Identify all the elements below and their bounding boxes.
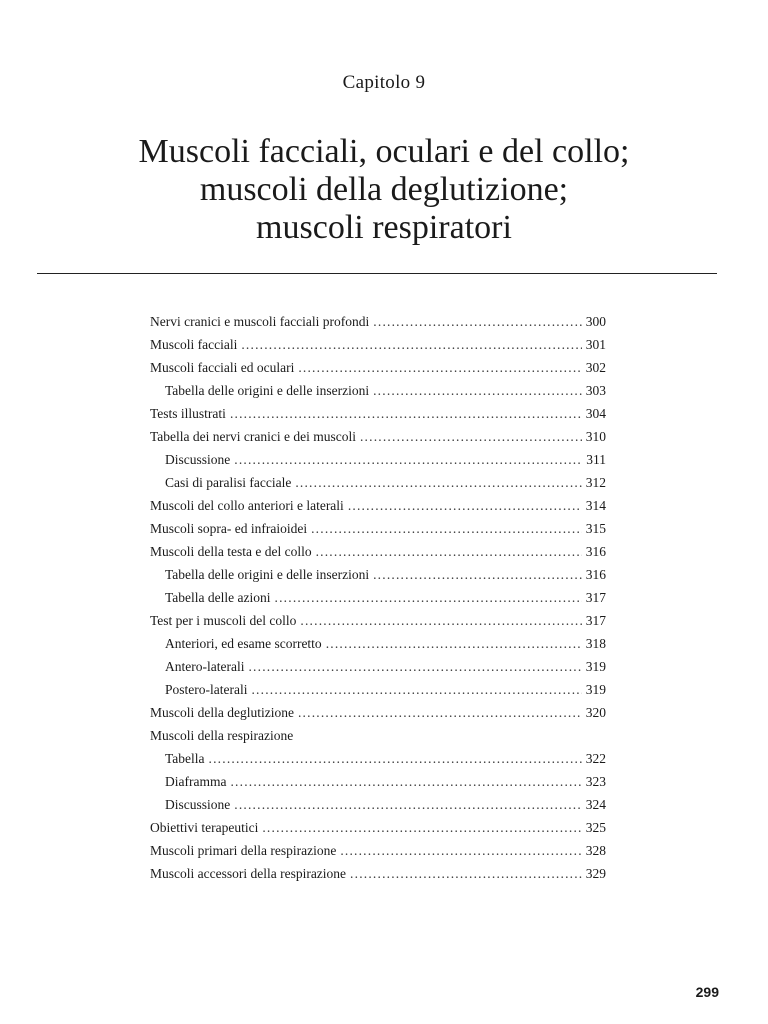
chapter-title-line: muscoli della deglutizione; [199,171,569,208]
toc-entry-label: Test per i muscoli del collo [150,613,297,628]
toc-entry [150,705,606,728]
toc-entry-page: 316 [585,544,606,559]
toc-entry-label: Tabella dei nervi cranici e dei muscoli [150,429,356,444]
toc-leader-dots [234,797,582,813]
toc-leader-dots [350,866,582,882]
toc-entry [150,728,606,751]
toc-entry [150,774,606,797]
toc-entry-label: Muscoli facciali ed oculari [150,360,295,375]
toc-entry-page: 304 [585,406,606,421]
toc-entry-page: 323 [585,774,606,789]
chapter-title-line: muscoli respiratori [256,209,512,246]
toc-entry-label: Muscoli del collo anteriori e laterali [150,498,344,513]
toc-leader-dots [373,567,582,583]
toc-entry [150,498,606,521]
toc-entry [150,866,606,889]
toc-leader-dots [348,498,582,514]
toc-entry-page: 314 [585,498,606,513]
toc-entry [150,820,606,843]
toc-leader-dots [241,337,581,353]
toc-leader-dots [234,452,582,468]
toc-entry-label: Nervi cranici e muscoli facciali profondi [150,314,370,329]
toc-leader-dots [298,705,582,721]
toc-entry-label: Muscoli della deglutizione [150,705,294,720]
toc-leader-dots [275,590,582,606]
toc-entry [150,613,606,636]
toc-entry-page: 318 [585,636,606,651]
toc-entry [150,843,606,866]
toc-entry-page: 329 [585,866,606,881]
toc-entry-page: 310 [585,429,606,444]
toc-entry [150,475,606,498]
toc-entry-label: Discussione [165,797,231,812]
chapter-title [0,133,768,247]
toc-entry-label: Antero-laterali [165,659,245,674]
toc-entry-label: Anteriori, ed esame scorretto [165,636,322,651]
toc-leader-dots [262,820,581,836]
toc-entry-label: Discussione [165,452,231,467]
toc-entry-label: Tests illustrati [150,406,226,421]
toc-entry [150,751,606,774]
toc-entry-label: Obiettivi terapeutici [150,820,259,835]
toc-entry-label: Muscoli accessori della respirazione [150,866,347,881]
toc-entry-page: 300 [585,314,606,329]
toc-entry-label: Tabella [165,751,205,766]
chapter-title-line: Muscoli facciali, oculari e del collo; [138,133,630,170]
toc-entry-label: Muscoli della testa e del collo [150,544,312,559]
chapter-label: Capitolo 9 [342,72,426,93]
toc-leader-dots [373,314,581,330]
toc-entry-label: Diaframma [165,774,227,789]
toc-entry-page: 317 [585,613,606,628]
toc-entry-label: Tabella delle origini e delle inserzioni [165,567,370,582]
toc-entry [150,521,606,544]
toc-entry [150,682,606,705]
toc-entry [150,797,606,820]
toc-entry-label: Postero-laterali [165,682,248,697]
toc-leader-dots [373,383,582,399]
toc-entry-page: 302 [585,360,606,375]
toc-entry-page: 312 [585,475,606,490]
table-of-contents [150,314,606,889]
toc-leader-dots [326,636,582,652]
toc-entry-page: 317 [585,590,606,605]
toc-entry-page: 301 [585,337,606,352]
toc-entry-page: 319 [585,659,606,674]
toc-entry-page: 325 [585,820,606,835]
toc-leader-dots [248,659,581,675]
horizontal-rule [37,273,717,274]
toc-entry [150,406,606,429]
toc-entry-label: Tabella delle azioni [165,590,271,605]
toc-leader-dots [209,751,582,767]
toc-entry-page: 319 [585,682,606,697]
toc-leader-dots [230,406,582,422]
toc-leader-dots [300,613,581,629]
toc-leader-dots [230,774,581,790]
toc-leader-dots [295,475,581,491]
page-number: 299 [695,984,719,1000]
toc-entry-page: 315 [585,521,606,536]
toc-entry [150,429,606,452]
toc-entry [150,360,606,383]
toc-entry [150,314,606,337]
toc-entry-page: 320 [585,705,606,720]
toc-entry-label: Muscoli della respirazione [150,728,294,743]
toc-leader-dots [251,682,581,698]
toc-entry-label: Casi di paralisi facciale [165,475,292,490]
toc-entry [150,567,606,590]
toc-entry-page: 303 [585,383,606,398]
toc-entry-page: 311 [586,452,606,467]
toc-entry-label: Muscoli primari della respirazione [150,843,337,858]
toc-leader-dots [316,544,582,560]
toc-entry [150,544,606,567]
toc-entry [150,636,606,659]
toc-entry [150,590,606,613]
toc-entry-page: 316 [585,567,606,582]
toc-entry [150,659,606,682]
toc-entry-page: 322 [585,751,606,766]
toc-entry-label: Tabella delle origini e delle inserzioni [165,383,370,398]
toc-entry [150,337,606,360]
toc-leader-dots [340,843,581,859]
toc-entry-page: 324 [585,797,606,812]
toc-leader-dots [298,360,581,376]
toc-entry [150,383,606,406]
toc-leader-dots [360,429,582,445]
toc-entry-page: 328 [585,843,606,858]
toc-entry [150,452,606,475]
toc-entry-label: Muscoli sopra- ed infraioidei [150,521,308,536]
toc-entry-label: Muscoli facciali [150,337,238,352]
toc-leader-dots [311,521,582,537]
